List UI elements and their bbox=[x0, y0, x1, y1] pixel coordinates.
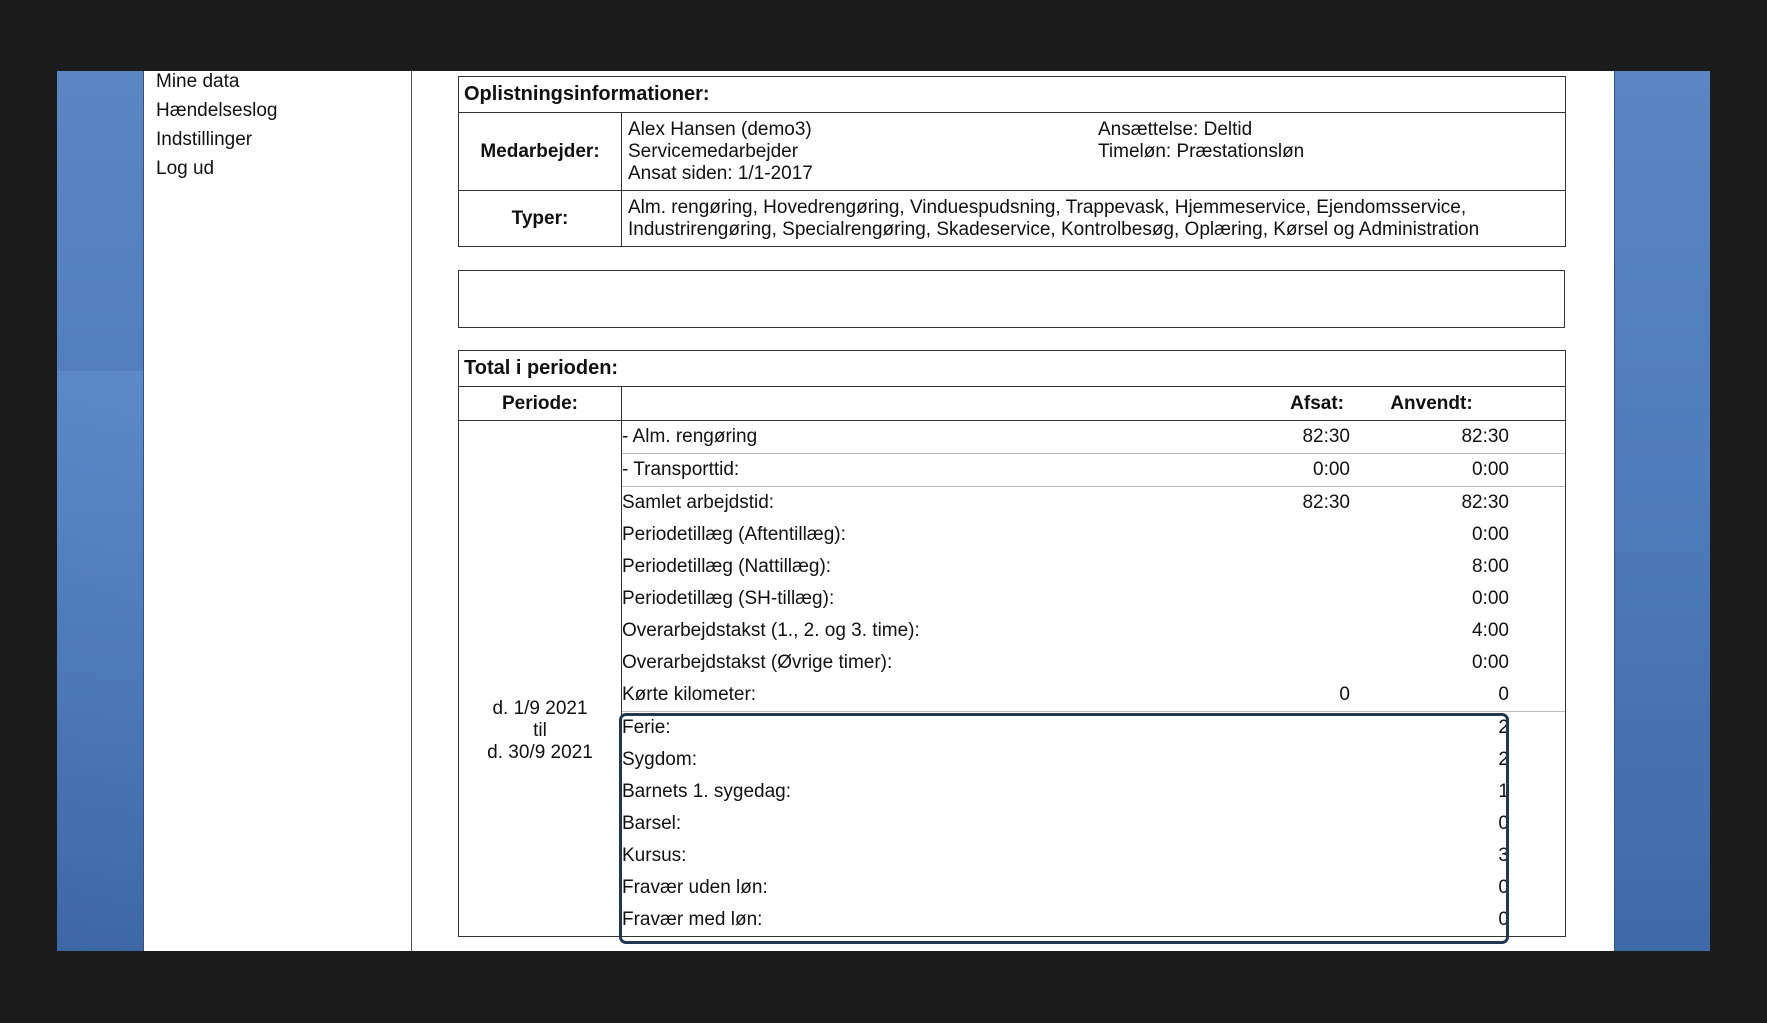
row-anvendt: 0:00 bbox=[1472, 524, 1509, 545]
row-label: Fravær uden løn: bbox=[622, 877, 768, 898]
table-row bbox=[622, 679, 1565, 712]
row-afsat bbox=[1220, 872, 1350, 904]
sidebar-item-log-ud[interactable]: Log ud bbox=[156, 158, 215, 179]
table-row bbox=[622, 808, 1565, 840]
row-anvendt: 8:00 bbox=[1472, 556, 1509, 577]
listing-info-title: Oplistningsinformationer: bbox=[459, 77, 1566, 113]
table-row bbox=[622, 421, 1565, 454]
sidebar-item-mine-data[interactable]: Mine data bbox=[156, 71, 240, 92]
table-row bbox=[622, 551, 1565, 583]
anvendt-header: Anvendt: bbox=[1390, 392, 1473, 414]
row-anvendt: 2 bbox=[1498, 717, 1509, 738]
row-label: Kørte kilometer: bbox=[622, 679, 1220, 712]
table-row bbox=[622, 872, 1565, 904]
row-label: - Alm. rengøring bbox=[622, 421, 1220, 454]
row-anvendt: 0:00 bbox=[1350, 454, 1509, 487]
row-afsat: 0 bbox=[1220, 679, 1350, 712]
table-row bbox=[622, 776, 1565, 808]
row-afsat bbox=[1220, 840, 1350, 872]
row-label: Ferie: bbox=[622, 717, 671, 738]
employment-type: Ansættelse: Deltid bbox=[1098, 118, 1253, 140]
table-row bbox=[622, 744, 1565, 776]
row-afsat bbox=[1220, 583, 1350, 615]
row-anvendt: 0:00 bbox=[1472, 652, 1509, 673]
row-label: Overarbejdstakst (1., 2. og 3. time): bbox=[622, 620, 920, 641]
employed-since: Ansat siden: 1/1-2017 bbox=[628, 162, 813, 184]
empty-box bbox=[458, 270, 1565, 328]
row-anvendt: 82:30 bbox=[1350, 421, 1509, 454]
employee-details bbox=[622, 113, 1566, 191]
wage-type: Timeløn: Præstationsløn bbox=[1098, 140, 1305, 162]
table-row bbox=[622, 519, 1565, 551]
table-row bbox=[622, 615, 1565, 647]
row-label: - Transporttid: bbox=[622, 454, 1220, 487]
main-content bbox=[411, 71, 1614, 951]
row-afsat: 82:30 bbox=[1220, 421, 1350, 454]
row-afsat bbox=[1220, 712, 1350, 745]
row-afsat: 0:00 bbox=[1220, 454, 1350, 487]
row-anvendt: 0 bbox=[1350, 679, 1509, 712]
row-anvendt: 0 bbox=[1498, 813, 1509, 834]
row-label: Sygdom: bbox=[622, 749, 697, 770]
columns-header bbox=[622, 387, 1566, 421]
row-anvendt: 0:00 bbox=[1472, 588, 1509, 609]
desktop-background bbox=[57, 71, 1710, 951]
row-label: Barnets 1. sygedag: bbox=[622, 781, 791, 802]
row-afsat bbox=[1220, 776, 1350, 808]
row-afsat: 82:30 bbox=[1302, 492, 1350, 513]
period-til: til bbox=[533, 720, 547, 741]
row-label: Periodetillæg (Aftentillæg): bbox=[622, 524, 846, 545]
types-label: Typer: bbox=[459, 191, 622, 247]
sidebar bbox=[144, 71, 412, 951]
row-afsat bbox=[1220, 808, 1350, 840]
row-anvendt: 3 bbox=[1498, 845, 1509, 866]
employee-role: Servicemedarbejder bbox=[628, 140, 799, 162]
row-label: Fravær med løn: bbox=[622, 909, 763, 930]
row-label: Overarbejdstakst (Øvrige timer): bbox=[622, 652, 893, 673]
row-anvendt: 4:00 bbox=[1472, 620, 1509, 641]
table-row bbox=[622, 487, 1565, 520]
table-row bbox=[622, 712, 1565, 745]
employee-label: Medarbejder: bbox=[459, 113, 622, 191]
afsat-header: Afsat: bbox=[1290, 392, 1344, 414]
row-anvendt: 0 bbox=[1498, 877, 1509, 898]
row-label: Samlet arbejdstid: bbox=[622, 492, 775, 513]
row-label: Kursus: bbox=[622, 845, 687, 866]
sidebar-item-haendelseslog[interactable]: Hændelseslog bbox=[156, 100, 278, 121]
row-afsat bbox=[1220, 744, 1350, 776]
types-list bbox=[622, 191, 1566, 247]
row-label: Periodetillæg (SH-tillæg): bbox=[622, 588, 835, 609]
period-total-title: Total i perioden: bbox=[459, 351, 1566, 387]
row-afsat bbox=[1220, 647, 1350, 679]
row-afsat bbox=[1220, 519, 1350, 551]
period-to: d. 30/9 2021 bbox=[487, 742, 593, 763]
table-row bbox=[622, 454, 1565, 487]
row-afsat bbox=[1220, 551, 1350, 583]
table-row bbox=[622, 583, 1565, 615]
sidebar-item-indstillinger[interactable]: Indstillinger bbox=[156, 129, 253, 150]
row-label: Barsel: bbox=[622, 813, 682, 834]
listing-info-table bbox=[458, 76, 1566, 247]
period-rows-cell bbox=[622, 421, 1566, 937]
row-afsat bbox=[1220, 904, 1350, 936]
table-row bbox=[622, 840, 1565, 872]
types-line: Alm. rengøring, Hovedrengøring, Vinduespudsning, Trappevask, Hjemmeservice, Ejendomsservice, bbox=[628, 196, 1467, 218]
row-anvendt: 0 bbox=[1498, 909, 1509, 930]
row-anvendt: 2 bbox=[1498, 749, 1509, 770]
row-anvendt: 1 bbox=[1498, 781, 1509, 802]
row-label: Periodetillæg (Nattillæg): bbox=[622, 556, 832, 577]
period-total-table bbox=[458, 350, 1566, 937]
table-row bbox=[622, 904, 1565, 936]
employee-name: Alex Hansen (demo3) bbox=[628, 118, 812, 140]
row-afsat bbox=[1220, 615, 1350, 647]
period-from: d. 1/9 2021 bbox=[492, 698, 588, 719]
period-range bbox=[459, 421, 622, 937]
period-header: Periode: bbox=[459, 387, 622, 421]
types-line: Industrirengøring, Specialrengøring, Skadeservice, Kontrolbesøg, Oplæring, Kørsel og Administration bbox=[628, 218, 1480, 240]
table-row bbox=[622, 647, 1565, 679]
period-rows bbox=[622, 421, 1565, 936]
row-anvendt: 82:30 bbox=[1461, 492, 1509, 513]
report-page bbox=[143, 71, 1615, 951]
